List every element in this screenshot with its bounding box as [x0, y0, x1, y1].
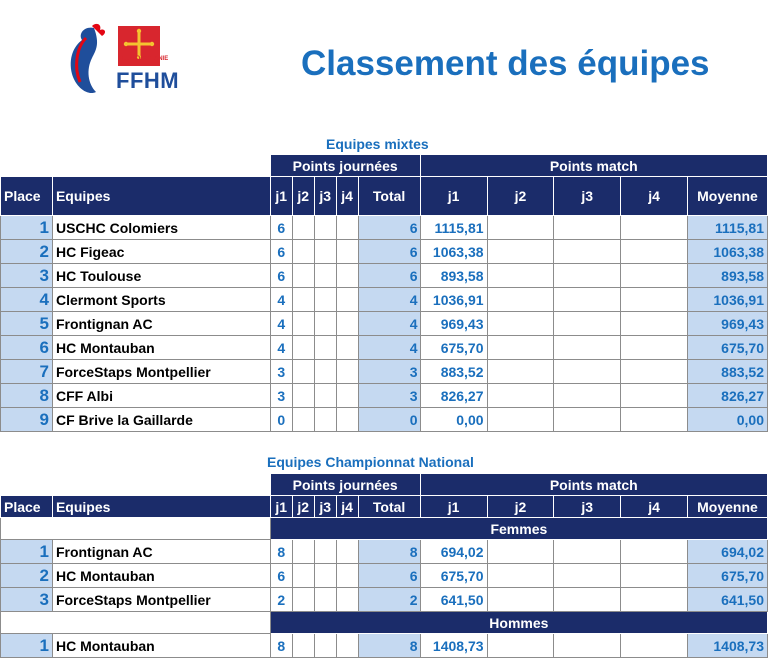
match-j4-cell: [621, 288, 688, 312]
day-j1-cell: 4: [270, 312, 292, 336]
total-cell: 2: [358, 588, 420, 612]
day-j1-cell: 4: [270, 336, 292, 360]
match-j4-header: j4: [621, 496, 688, 518]
match-j3-cell: [554, 216, 621, 240]
match-j4-cell: [621, 588, 688, 612]
day-j1-cell: 6: [270, 216, 292, 240]
match-j2-cell: [487, 240, 554, 264]
team-cell: ForceStaps Montpellier: [52, 360, 270, 384]
average-cell: 826,27: [687, 384, 767, 408]
match-j3-cell: [554, 336, 621, 360]
day-j4-cell: [336, 408, 358, 432]
day-j4-cell: [336, 564, 358, 588]
women-rows: [1, 540, 768, 612]
points-days-header: Points journées: [270, 474, 420, 496]
place-cell: 4: [1, 288, 53, 312]
team-cell: Frontignan AC: [52, 540, 270, 564]
match-j2-cell: [487, 540, 554, 564]
average-cell: 694,02: [687, 540, 767, 564]
mixed-section-title: Equipes mixtes: [326, 136, 429, 152]
total-cell: 4: [358, 336, 420, 360]
match-j2-header: j2: [487, 177, 554, 216]
day-j1-header: j1: [270, 496, 292, 518]
team-cell: USCHC Colomiers: [52, 216, 270, 240]
match-j3-cell: [554, 408, 621, 432]
day-j2-cell: [292, 264, 314, 288]
match-j4-cell: [621, 312, 688, 336]
day-j3-cell: [314, 384, 336, 408]
match-j3-cell: [554, 360, 621, 384]
match-j3-cell: [554, 588, 621, 612]
match-j4-cell: [621, 408, 688, 432]
average-cell: 1408,73: [687, 634, 767, 658]
day-j2-cell: [292, 408, 314, 432]
place-cell: 1: [1, 216, 53, 240]
day-j4-cell: [336, 540, 358, 564]
match-j2-cell: [487, 588, 554, 612]
day-j1-cell: 4: [270, 288, 292, 312]
day-j2-header: j2: [292, 496, 314, 518]
match-j1-cell: 969,43: [420, 312, 487, 336]
match-j3-cell: [554, 564, 621, 588]
average-cell: 675,70: [687, 564, 767, 588]
place-cell: 1: [1, 540, 53, 564]
day-j2-cell: [292, 360, 314, 384]
team-cell: CFF Albi: [52, 384, 270, 408]
match-j3-cell: [554, 384, 621, 408]
match-j1-header: j1: [420, 496, 487, 518]
match-j3-cell: [554, 312, 621, 336]
team-cell: HC Montauban: [52, 336, 270, 360]
match-j4-cell: [621, 240, 688, 264]
mixed-rows: [1, 216, 768, 432]
day-j1-cell: 3: [270, 360, 292, 384]
points-match-header: Points match: [420, 474, 767, 496]
day-j1-cell: 2: [270, 588, 292, 612]
day-j3-header: j3: [314, 177, 336, 216]
place-cell: 2: [1, 240, 53, 264]
day-j2-cell: [292, 216, 314, 240]
day-j4-cell: [336, 336, 358, 360]
day-j2-cell: [292, 288, 314, 312]
average-cell: 1036,91: [687, 288, 767, 312]
table-row: [1, 588, 768, 612]
average-header: Moyenne: [687, 177, 767, 216]
average-cell: 0,00: [687, 408, 767, 432]
page-title: Classement des équipes: [301, 44, 710, 83]
match-j2-cell: [487, 312, 554, 336]
table-row: [1, 384, 768, 408]
day-j4-cell: [336, 384, 358, 408]
points-match-header: Points match: [420, 155, 767, 177]
table-row: [1, 216, 768, 240]
men-subheader: Hommes: [270, 612, 767, 634]
place-cell: 8: [1, 384, 53, 408]
place-cell: 1: [1, 634, 53, 658]
day-j2-cell: [292, 384, 314, 408]
day-j1-cell: 0: [270, 408, 292, 432]
day-j3-cell: [314, 564, 336, 588]
total-cell: 8: [358, 634, 420, 658]
team-cell: HC Montauban: [52, 634, 270, 658]
match-j2-cell: [487, 216, 554, 240]
average-header: Moyenne: [687, 496, 767, 518]
table-row: [1, 360, 768, 384]
day-j1-cell: 6: [270, 264, 292, 288]
match-j1-cell: 694,02: [420, 540, 487, 564]
match-j1-cell: 893,58: [420, 264, 487, 288]
match-j4-cell: [621, 564, 688, 588]
match-j4-cell: [621, 360, 688, 384]
match-j2-cell: [487, 564, 554, 588]
teams-header: Equipes: [52, 177, 270, 216]
day-j1-header: j1: [270, 177, 292, 216]
day-j2-cell: [292, 336, 314, 360]
match-j4-cell: [621, 216, 688, 240]
mixed-ranking-table: [0, 154, 768, 432]
match-j3-cell: [554, 540, 621, 564]
logo-text: FFHM: [116, 68, 180, 93]
total-header: Total: [358, 177, 420, 216]
team-cell: Clermont Sports: [52, 288, 270, 312]
day-j3-cell: [314, 288, 336, 312]
day-j4-cell: [336, 264, 358, 288]
match-j3-cell: [554, 288, 621, 312]
match-j2-header: j2: [487, 496, 554, 518]
match-j1-cell: 0,00: [420, 408, 487, 432]
match-j4-cell: [621, 264, 688, 288]
day-j4-header: j4: [336, 496, 358, 518]
day-j2-header: j2: [292, 177, 314, 216]
day-j1-cell: 3: [270, 384, 292, 408]
table-row: [1, 408, 768, 432]
match-j2-cell: [487, 336, 554, 360]
average-cell: 675,70: [687, 336, 767, 360]
match-j1-cell: 883,52: [420, 360, 487, 384]
average-cell: 969,43: [687, 312, 767, 336]
total-cell: 0: [358, 408, 420, 432]
match-j1-cell: 1115,81: [420, 216, 487, 240]
table-row: [1, 264, 768, 288]
team-cell: HC Figeac: [52, 240, 270, 264]
total-cell: 3: [358, 360, 420, 384]
team-cell: HC Montauban: [52, 564, 270, 588]
match-j4-cell: [621, 540, 688, 564]
place-cell: 7: [1, 360, 53, 384]
day-j4-cell: [336, 216, 358, 240]
total-cell: 6: [358, 240, 420, 264]
match-j2-cell: [487, 384, 554, 408]
match-j2-cell: [487, 264, 554, 288]
day-j3-cell: [314, 588, 336, 612]
match-j4-cell: [621, 384, 688, 408]
national-ranking-table: [0, 473, 768, 658]
day-j1-cell: 8: [270, 540, 292, 564]
points-days-header: Points journées: [270, 155, 420, 177]
total-cell: 4: [358, 288, 420, 312]
day-j3-cell: [314, 540, 336, 564]
place-cell: 2: [1, 564, 53, 588]
match-j2-cell: [487, 288, 554, 312]
team-cell: ForceStaps Montpellier: [52, 588, 270, 612]
total-cell: 6: [358, 264, 420, 288]
day-j3-cell: [314, 408, 336, 432]
match-j3-cell: [554, 240, 621, 264]
average-cell: 893,58: [687, 264, 767, 288]
match-j1-cell: 641,50: [420, 588, 487, 612]
average-cell: 883,52: [687, 360, 767, 384]
place-cell: 6: [1, 336, 53, 360]
total-cell: 6: [358, 564, 420, 588]
match-j4-header: j4: [621, 177, 688, 216]
place-cell: 9: [1, 408, 53, 432]
logo-subtitle: Ligue OCCITANIE: [118, 56, 169, 62]
rooster-icon: [71, 28, 97, 93]
team-cell: CF Brive la Gaillarde: [52, 408, 270, 432]
match-j1-header: j1: [420, 177, 487, 216]
day-j3-cell: [314, 240, 336, 264]
table-row: [1, 312, 768, 336]
table-row: [1, 336, 768, 360]
place-cell: 3: [1, 588, 53, 612]
table-row: [1, 288, 768, 312]
day-j2-cell: [292, 564, 314, 588]
match-j2-cell: [487, 408, 554, 432]
day-j2-cell: [292, 312, 314, 336]
national-section-title: Equipes Championnat National: [267, 454, 474, 470]
place-header: Place: [1, 177, 53, 216]
day-j3-cell: [314, 336, 336, 360]
day-j3-header: j3: [314, 496, 336, 518]
match-j1-cell: 1408,73: [420, 634, 487, 658]
day-j3-cell: [314, 360, 336, 384]
match-j3-header: j3: [554, 177, 621, 216]
day-j4-cell: [336, 360, 358, 384]
match-j3-cell: [554, 264, 621, 288]
match-j3-header: j3: [554, 496, 621, 518]
day-j2-cell: [292, 540, 314, 564]
team-cell: Frontignan AC: [52, 312, 270, 336]
total-cell: 8: [358, 540, 420, 564]
day-j4-header: j4: [336, 177, 358, 216]
total-header: Total: [358, 496, 420, 518]
women-subheader: Femmes: [270, 518, 767, 540]
day-j4-cell: [336, 288, 358, 312]
match-j4-cell: [621, 336, 688, 360]
match-j1-cell: 826,27: [420, 384, 487, 408]
day-j3-cell: [314, 216, 336, 240]
average-cell: 641,50: [687, 588, 767, 612]
day-j1-cell: 6: [270, 240, 292, 264]
match-j1-cell: 675,70: [420, 564, 487, 588]
average-cell: 1115,81: [687, 216, 767, 240]
match-j1-cell: 675,70: [420, 336, 487, 360]
table-row: [1, 540, 768, 564]
team-cell: HC Toulouse: [52, 264, 270, 288]
day-j2-cell: [292, 240, 314, 264]
day-j1-cell: 6: [270, 564, 292, 588]
place-header: Place: [1, 496, 53, 518]
match-j1-cell: 1036,91: [420, 288, 487, 312]
table-row: [1, 564, 768, 588]
match-j2-cell: [487, 360, 554, 384]
table-row: [1, 240, 768, 264]
place-cell: 5: [1, 312, 53, 336]
day-j4-cell: [336, 240, 358, 264]
total-cell: 6: [358, 216, 420, 240]
match-j1-cell: 1063,38: [420, 240, 487, 264]
day-j2-cell: [292, 588, 314, 612]
teams-header: Equipes: [52, 496, 270, 518]
day-j4-cell: [336, 312, 358, 336]
day-j3-cell: [314, 264, 336, 288]
average-cell: 1063,38: [687, 240, 767, 264]
total-cell: 3: [358, 384, 420, 408]
total-cell: 4: [358, 312, 420, 336]
day-j3-cell: [314, 312, 336, 336]
place-cell: 3: [1, 264, 53, 288]
day-j4-cell: [336, 588, 358, 612]
day-j1-cell: 8: [270, 634, 292, 658]
